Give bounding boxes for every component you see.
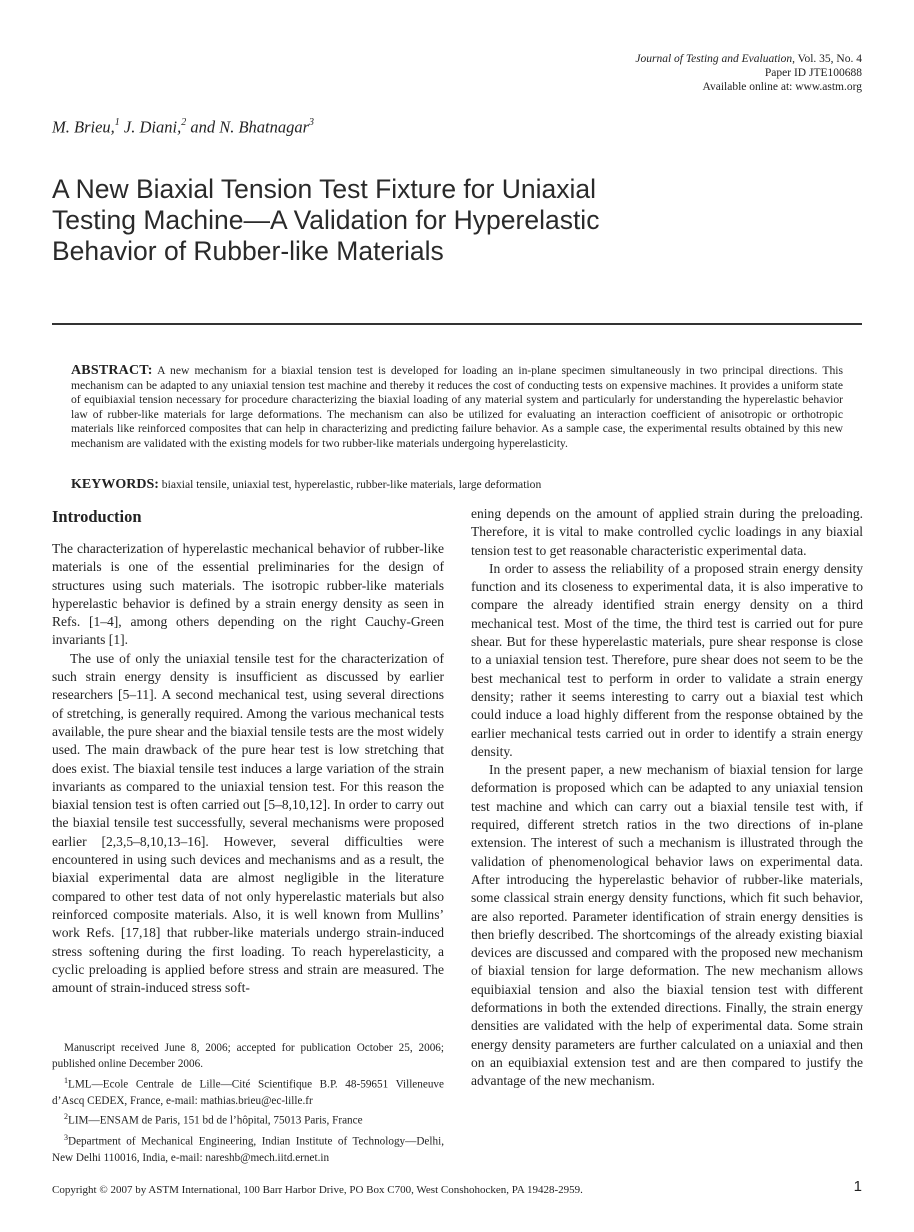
title-line-2: Testing Machine—A Validation for Hyperelastic (52, 205, 600, 235)
abstract-label: ABSTRACT: (71, 363, 153, 378)
abstract (71, 364, 843, 452)
footnotes (52, 1040, 444, 1166)
paper-id: Paper ID JTE100688 (764, 67, 862, 79)
keywords-text: biaxial tensile, uniaxial test, hyperelastic, rubber-like materials, large deformation (158, 478, 542, 491)
author-2-affiliation: 2 (181, 117, 187, 128)
footnote-2-marker: 2 (64, 1112, 68, 1122)
paper-title (52, 174, 852, 267)
footnote-3: $^3$Department of Mechanical Engineering, Indian Institute of Technology—Delhi, New Delhi 110016, India, e-mail: nareshb@mech.iitd.ernet.in (52, 1132, 444, 1164)
abstract-text: A new mechanism for a biaxial tension test is developed for loading an in-plane specimen simultaneously in two principal directions. This mechanism can be adapted to any uniaxial tension test machine and thereby it reduces the cost of conducting tests on expensive machines. It provides a uniform state of equibiaxial tension necessary for procedure characterizing the biaxial loading of any material system and particularly for understanding the hyperelastic behavior law of rubber-like materials for large deformations. The mechanism can also be utilized for evaluating an interaction coefficient of anisotropic or orthotropic materials like reinforced composites that can help in characterizing and predicting failure behavior. As a sample case, the experimental results obtained by this new mechanism are validated with the existing models for two rubber-like materials undergoing hyperelasticity. (71, 364, 843, 450)
paragraph: In the present paper, a new mechanism of biaxial tension for large deformation is proposed which can be adapted to any uniaxial tension test machine and which can carry out a biaxial tensile test with, if required, different stretch ratios in the two directions of in-plane extension. The interest of such a mechanism is illustrated through the validation of phenomenological behavior laws on experimental data. After introducing the hyperelastic behavior of rubber-like materials, some classical strain energy density functions, which fit such behavior, are also reported. Parameter identification of strain energy densities is then briefly described. The shortcomings of the already existing biaxial devices are discussed and compared with the proposed new mechanism of biaxial tension for large deformation. The new mechanism allows equibiaxial tension and also the biaxial tension test with different deformations in both the extended directions. Finally, the strain energy densities are validated with the help of experimental data. Some strain energy density parameters are further calculated on a uniaxial and then on an equibiaxial extension test and are then compared to justify the advantage of the new mechanism. (471, 762, 863, 1089)
paragraph: The characterization of hyperelastic mechanical behavior of rubber-like materials is one of the essential preliminaries for the design of structures using such materials. The isotropic rubber-like materials hyperelastic behavior is defined by a strain energy density as seen in Refs. [1–4], among others depending on the right Cauchy-Green invariants [1]. (52, 541, 444, 648)
paragraph: The use of only the uniaxial tensile test for the characterization of such strain energy density is insufficient as discussed by earlier researchers [5–11]. A second mechanical test, using several directions of stretching, is generally required. Among the various mechanical tests available, the pure shear and the biaxial tensile tests are the most widely used. The main drawback of the pure hear test is low stretching that does exist. The biaxial tensile test induces a large variation of the strain invariants as compared to the uniaxial tension test. For this reason the biaxial tension test is often carried out [5–8,10,12]. In order to carry out the biaxial tensile test successfully, several mechanisms were proposed earlier [2,3,5–8,10,13–16]. However, several difficulties were encountered in using such devices and mechanisms and as a result, the biaxial experimental data are almost negligible in the literature compared to other test data of not only hyperelastic materials but also reinforced composite materials. Also, it is well known from Mullins’ work Refs. [17,18] that rubber-like materials undergo strain-induced stress softening during the first loading. To reach hyperelasticity, a cyclic preloading is applied before stress and strain are measured. The amount of strain-induced stress soft- (52, 650, 444, 996)
title-divider (52, 323, 862, 325)
footnote-2: $^2$LIM—ENSAM de Paris, 151 bd de l’hôpital, 75013 Paris, France (64, 1112, 363, 1128)
section-heading-introduction: Introduction (52, 507, 142, 526)
footnote-1-marker: 1 (64, 1075, 68, 1085)
author-1: M. Brieu, (52, 117, 115, 137)
journal-volume: , Vol. 35, No. 4 (792, 53, 862, 65)
right-column (471, 505, 863, 1091)
footnote-1: $^1$LML—Ecole Centrale de Lille—Cité Scientifique B.P. 48-59651 Villeneuve d’Ascq CEDEX, France, e-mail: mathias.brieu@ec-lille.fr (52, 1075, 444, 1107)
copyright-notice: Copyright © 2007 by ASTM International, 100 Barr Harbor Drive, PO Box C700, West Conshohocken, PA 19428-2959. (52, 1184, 583, 1196)
journal-citation (635, 52, 862, 66)
availability-note: Available online at: www.astm.org (702, 81, 862, 93)
keywords-label: KEYWORDS: (71, 477, 159, 492)
author-list (52, 113, 314, 139)
journal-name: Journal of Testing and Evaluation (635, 53, 793, 65)
title-line-1: A New Biaxial Tension Test Fixture for Uniaxial (52, 174, 596, 204)
keywords (71, 477, 843, 492)
footnote-3-marker: 3 (64, 1132, 68, 1142)
author-2: J. Diani, (119, 117, 182, 137)
paragraph: ening depends on the amount of applied strain during the preloading. Therefore, it is vital to make controlled cyclic loadings in any biaxial tension test to get reasonable characteristic experimental data. (471, 506, 863, 558)
page-number: 1 (853, 1178, 862, 1195)
author-1-affiliation: 1 (114, 117, 120, 128)
footnote-received: Manuscript received June 8, 2006; accepted for publication October 25, 2006; published online December 2006. (52, 1042, 444, 1071)
author-3-affiliation: 3 (309, 117, 315, 128)
title-line-3: Behavior of Rubber-like Materials (52, 236, 444, 266)
journal-header (635, 52, 862, 94)
paragraph: In order to assess the reliability of a proposed strain energy density function and its closeness to experimental data, it is also imperative to compare the already identified strain energy density on a third mechanical test. Most of the time, the third test is carried out for pure shear. But for these hyperelastic materials, pure shear response is close to a uniaxial tension test. Therefore, pure shear does not seem to be the best mechanical test to perform in order to validate a strain energy density; rather it seems interesting to carry out a biaxial test which could induce a load highly different from the response obtained by the earlier mechanical tests carried out in order to identify a strain energy density. (471, 560, 863, 759)
author-3: and N. Bhatnagar (186, 117, 310, 137)
left-column (52, 540, 444, 997)
